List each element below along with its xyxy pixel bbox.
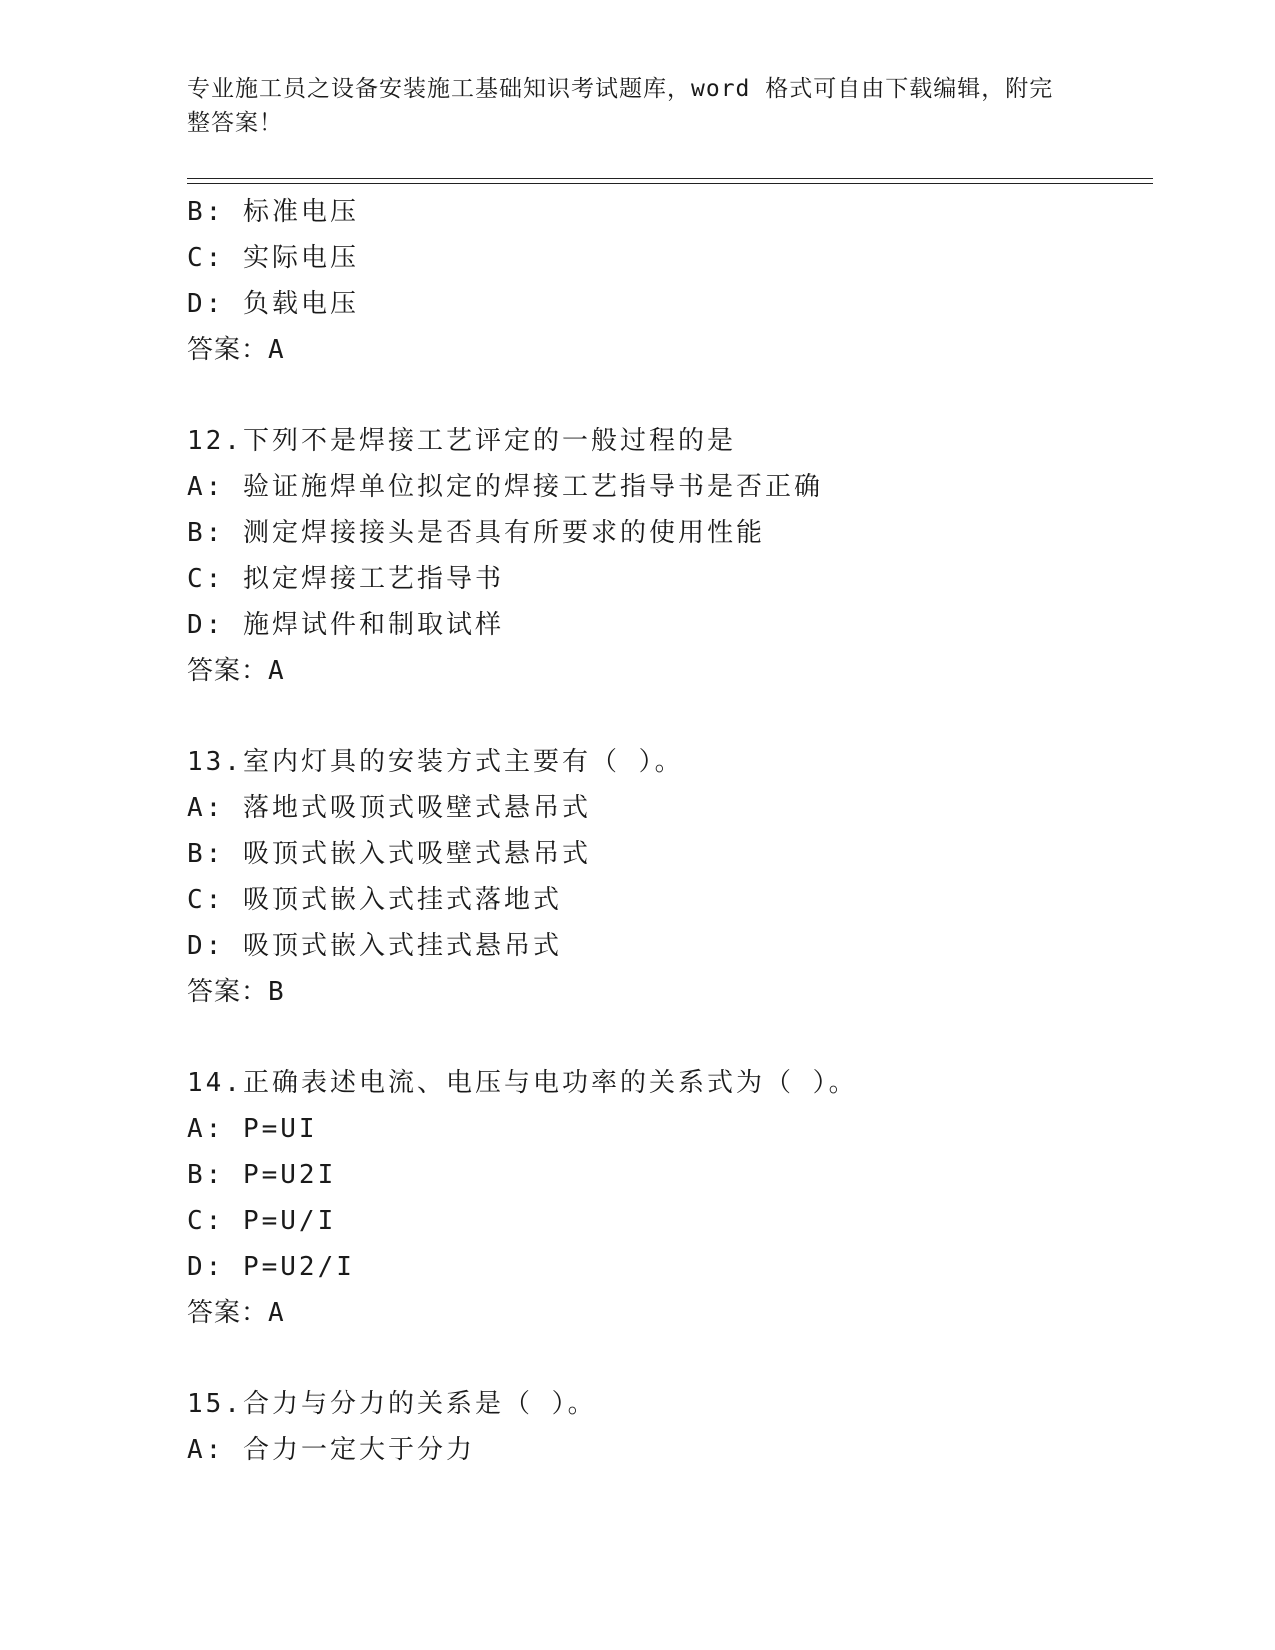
option-b: B: P=U2I: [187, 1160, 337, 1190]
option-b: B: 测定焊接接头是否具有所要求的使用性能: [187, 518, 765, 548]
option-c: C: P=U/I: [187, 1206, 337, 1236]
question-12: [187, 418, 1147, 694]
option-c: C: 实际电压: [187, 243, 359, 273]
header-title-line-2: 整答案！: [187, 110, 283, 136]
question-stem: 12.下列不是焊接工艺评定的一般过程的是: [187, 426, 736, 456]
option-c: C: 吸顶式嵌入式挂式落地式: [187, 885, 562, 915]
option-a: A: 合力一定大于分力: [187, 1435, 475, 1465]
option-d: D: 负载电压: [187, 289, 359, 319]
question-13: [187, 739, 1147, 1015]
answer: 答案：A: [187, 656, 285, 686]
header-divider-top: [187, 178, 1153, 179]
question-15: [187, 1381, 1147, 1473]
question-stem: 13.室内灯具的安装方式主要有（ ）。: [187, 747, 684, 777]
option-b: B: 吸顶式嵌入式吸壁式悬吊式: [187, 839, 591, 869]
document-header: [187, 72, 1067, 140]
option-c: C: 拟定焊接工艺指导书: [187, 564, 504, 594]
option-a: A: 落地式吸顶式吸壁式悬吊式: [187, 793, 591, 823]
question-stem: 15.合力与分力的关系是（ ）。: [187, 1389, 597, 1419]
header-title-line-1: 专业施工员之设备安装施工基础知识考试题库，word 格式可自由下载编辑，附完: [187, 76, 1054, 102]
option-d: D: 施焊试件和制取试样: [187, 610, 504, 640]
question-11-continued: [187, 189, 1147, 373]
option-a: A: P=UI: [187, 1114, 318, 1144]
question-14: [187, 1060, 1147, 1336]
option-a: A: 验证施焊单位拟定的焊接工艺指导书是否正确: [187, 472, 823, 502]
question-stem: 14.正确表述电流、电压与电功率的关系式为（ ）。: [187, 1068, 858, 1098]
answer: 答案：B: [187, 977, 285, 1007]
header-divider-bottom: [187, 183, 1153, 184]
question-content: [187, 189, 1147, 1473]
option-d: D: P=U2/I: [187, 1252, 355, 1282]
answer: 答案：A: [187, 335, 285, 365]
answer: 答案：A: [187, 1298, 285, 1328]
option-b: B: 标准电压: [187, 197, 359, 227]
option-d: D: 吸顶式嵌入式挂式悬吊式: [187, 931, 562, 961]
